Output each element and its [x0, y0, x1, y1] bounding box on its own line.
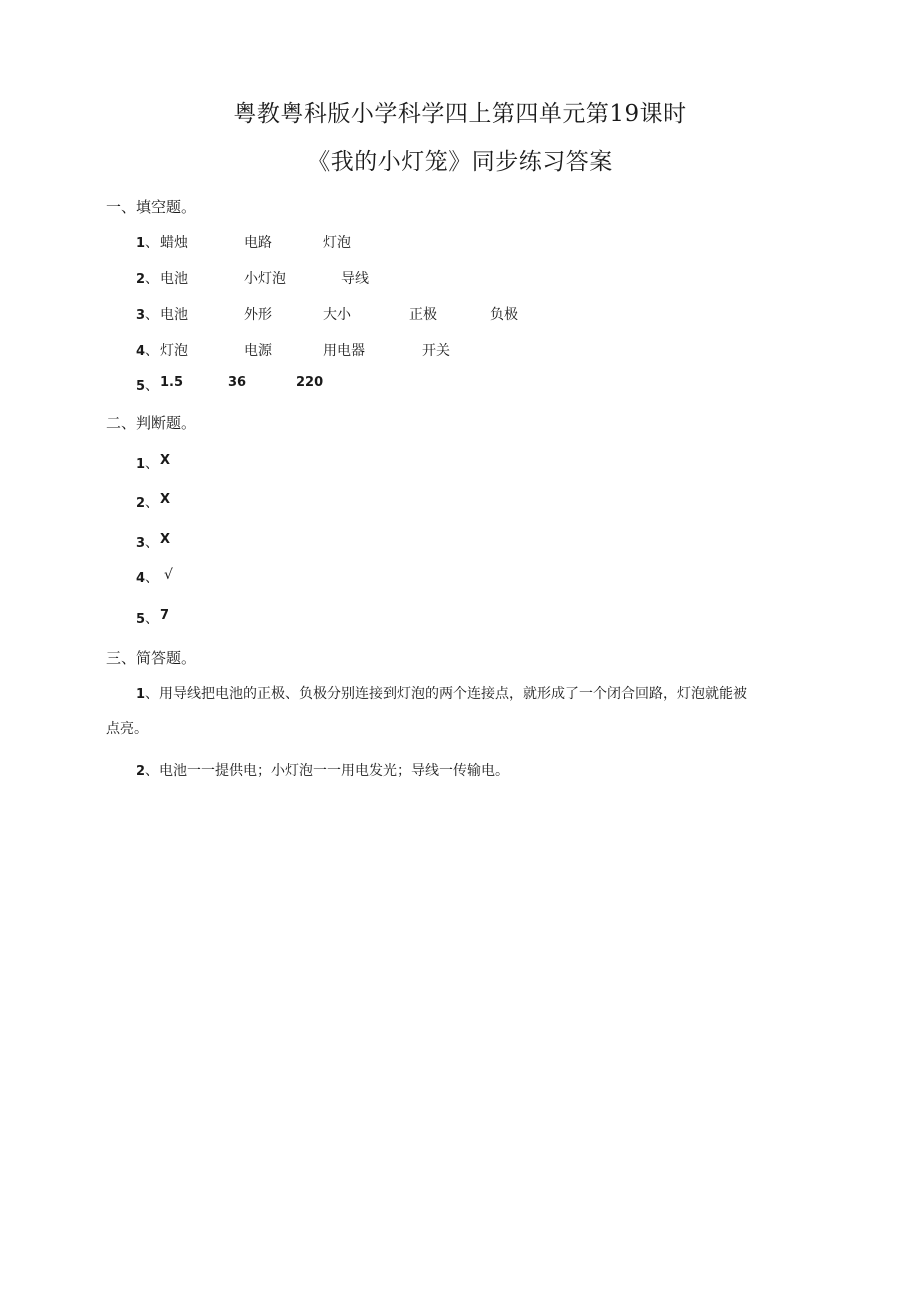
answer-mark: 7: [160, 608, 170, 623]
short-answer-1-line-2: 点亮。: [106, 721, 148, 737]
answer-text: 电源: [244, 343, 272, 359]
short-answer-2: 2、电池一一提供电；小灯泡一一用电发光；导线一传输电。: [136, 763, 510, 779]
section-judge-heading: 二、判断题。: [106, 414, 197, 432]
answer-text: 电路: [244, 235, 272, 251]
judge-row: [136, 492, 436, 512]
judge-row: [136, 453, 436, 473]
section-fill-blank-heading: 一、填空题。: [106, 198, 197, 216]
fill-blank-row: [136, 375, 836, 395]
answer-text: 灯泡: [323, 235, 351, 251]
answer-number: 4、: [136, 343, 160, 359]
document-title-line-1: 粤教粤科版小学科学四上第四单元第19课时: [233, 101, 687, 127]
answer-number: 4、: [136, 570, 160, 586]
answer-text: 外形: [244, 307, 272, 323]
answer-text: 导线: [341, 271, 369, 287]
answer-number: 2、: [136, 495, 160, 511]
answer-number: 3、: [136, 535, 160, 551]
section-short-answer-heading: 三、简答题。: [106, 649, 197, 667]
answer-text: 电池: [160, 271, 188, 287]
answer-mark: X: [160, 492, 171, 507]
answer-number: 1、: [136, 235, 160, 251]
answer-text: 正极: [409, 307, 437, 323]
answer-text: 36: [228, 375, 247, 390]
short-answer-1-line-1: 1、用导线把电池的正极、负极分别连接到灯泡的两个连接点，就形成了一个闭合回路，灯泡就能被: [136, 686, 748, 702]
answer-number: 3、: [136, 307, 160, 323]
answer-text: 220: [296, 375, 324, 390]
fill-blank-row: [136, 268, 836, 288]
answer-number: 1、: [136, 456, 160, 472]
answer-text: 蜡烛: [160, 235, 188, 251]
judge-row: [136, 608, 436, 628]
answer-text: 小灯泡: [244, 271, 286, 287]
judge-row: [136, 532, 436, 552]
answer-mark: X: [160, 453, 171, 468]
answer-number: 5、: [136, 611, 160, 627]
answer-text: 电池: [160, 307, 188, 323]
answer-text: 大小: [323, 307, 351, 323]
fill-blank-row: [136, 232, 836, 252]
answer-text: 灯泡: [160, 343, 188, 359]
judge-row: [136, 567, 436, 587]
check-mark: √: [164, 567, 173, 583]
answer-text: 1.5: [160, 375, 184, 390]
answer-mark: X: [160, 532, 171, 547]
answer-number: 5、: [136, 378, 160, 394]
answer-text: 用电器: [323, 343, 365, 359]
answer-number: 2、: [136, 271, 160, 287]
fill-blank-row: [136, 340, 836, 360]
fill-blank-row: [136, 304, 836, 324]
answer-text: 开关: [422, 343, 450, 359]
answer-text: 负极: [490, 307, 518, 323]
document-title-line-2: 《我的小灯笼》同步练习答案: [307, 149, 613, 175]
